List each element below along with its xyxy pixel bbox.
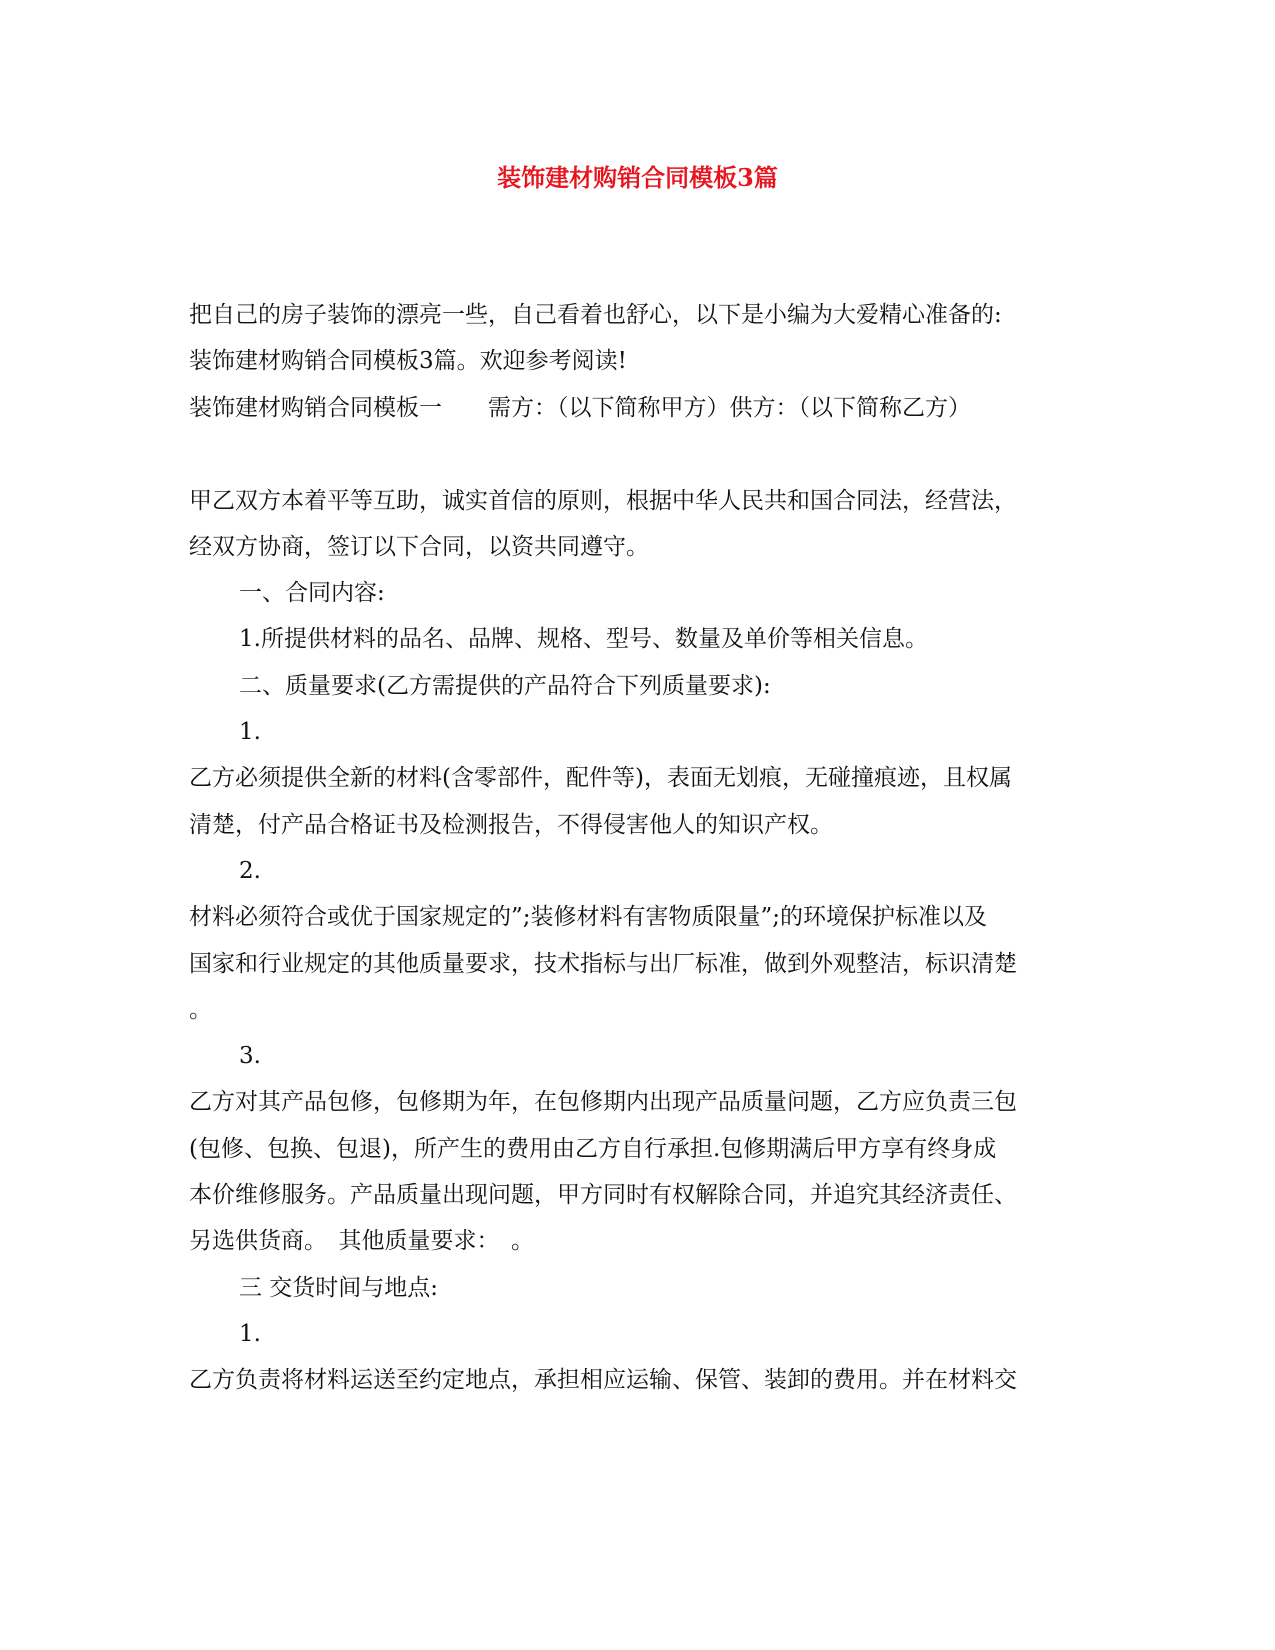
item-number: 3. bbox=[239, 1043, 261, 1069]
paragraph-line: 本价维修服务。产品质量出现问题，甲方同时有权解除合同，并追究其经济责任、 bbox=[189, 1182, 1017, 1208]
paragraph-line: 乙方负责将材料运送至约定地点，承担相应运输、保管、装卸的费用。并在材料交 bbox=[189, 1367, 1017, 1393]
paragraph-line: 另选供货商。 其他质量要求： 。 bbox=[189, 1228, 534, 1254]
item-number: 1. bbox=[239, 719, 261, 745]
item-number: 2. bbox=[239, 858, 261, 884]
paragraph-line: 乙方必须提供全新的材料(含零部件，配件等)，表面无划痕，无碰撞痕迹，且权属 bbox=[189, 765, 1012, 791]
paragraph-line: 甲乙双方本着平等互助，诚实首信的原则，根据中华人民共和国合同法，经营法， bbox=[189, 488, 1017, 514]
paragraph-line: 乙方对其产品包修，包修期为年，在包修期内出现产品质量问题，乙方应负责三包 bbox=[189, 1089, 1017, 1115]
paragraph-line: (包修、包换、包退)，所产生的费用由乙方自行承担.包修期满后甲方享有终身成 bbox=[189, 1136, 997, 1162]
section-heading: 一、合同内容: bbox=[239, 580, 385, 606]
paragraph-line: 国家和行业规定的其他质量要求，技术指标与出厂标准，做到外观整洁，标识清楚 bbox=[189, 951, 1017, 977]
paragraph-line: 把自己的房子装饰的漂亮一些，自己看着也舒心，以下是小编为大爱精心准备的: bbox=[189, 302, 1002, 328]
paragraph-line: 1.所提供材料的品名、品牌、规格、型号、数量及单价等相关信息。 bbox=[239, 626, 928, 652]
section-heading: 三 交货时间与地点: bbox=[239, 1275, 439, 1301]
item-number: 1. bbox=[239, 1321, 261, 1347]
paragraph-line: 。 bbox=[189, 997, 212, 1023]
paragraph-line: 清楚，付产品合格证书及检测报告，不得侵害他人的知识产权。 bbox=[189, 812, 833, 838]
paragraph-line: 材料必须符合或优于国家规定的”;装修材料有害物质限量”;的环境保护标准以及 bbox=[189, 904, 988, 930]
paragraph-line: 装饰建材购销合同模板一 需方：（以下简称甲方）供方：（以下简称乙方） bbox=[189, 395, 971, 421]
document-title: 装饰建材购销合同模板3篇 bbox=[497, 163, 778, 192]
paragraph-line: 装饰建材购销合同模板3篇。欢迎参考阅读! bbox=[189, 348, 627, 374]
section-heading: 二、质量要求(乙方需提供的产品符合下列质量要求): bbox=[239, 673, 771, 699]
paragraph-line: 经双方协商，签订以下合同，以资共同遵守。 bbox=[189, 534, 649, 560]
